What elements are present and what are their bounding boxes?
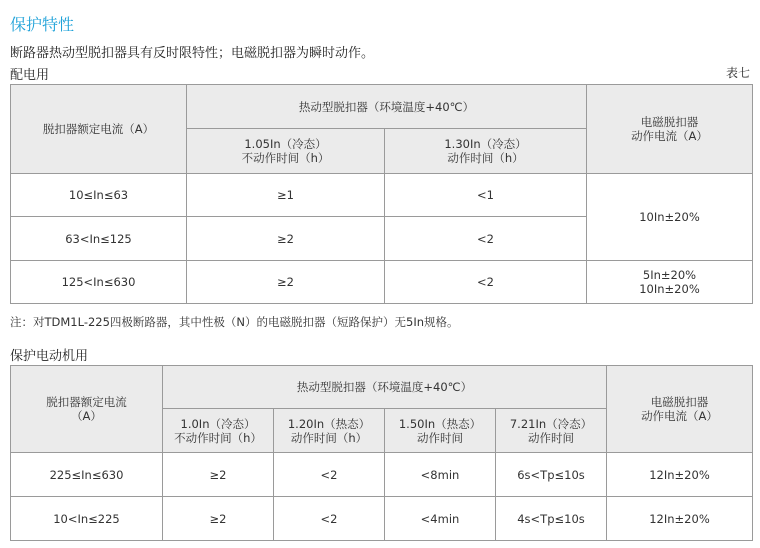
header-rated-current: 脱扣器额定电流 （A） [11,366,163,453]
cell-c1: ≥2 [163,453,274,497]
header-thermal: 热动型脱扣器（环境温度+40℃） [163,366,607,409]
page-title: 保护特性 [10,15,75,34]
footnote: 注：对TDM1L-225四极断路器，其中性极（N）的电磁脱扣器（短路保护）无5In规格。 [10,315,459,329]
intro-text: 断路器热动型脱扣器具有反时限特性；电磁脱扣器为瞬时动作。 [10,46,375,61]
cell-rated: 10≤In≤63 [11,174,187,217]
header-c1: 1.0In（冷态） 不动作时间（h） [163,409,274,453]
header-col2: 1.30In（冷态） 动作时间（h） [385,129,587,174]
table-row [11,261,753,304]
table-row [11,497,753,541]
cell-em: 12In±20% [607,453,753,497]
cell-rated: 225≤In≤630 [11,453,163,497]
header-em: 电磁脱扣器 动作电流（A） [587,85,753,174]
header-c2: 1.20In（热态） 动作时间（h） [274,409,385,453]
cell-rated: 10<In≤225 [11,497,163,541]
cell-em-merged: 10In±20% [587,174,753,261]
table-row [11,174,753,217]
cell-c2: <2 [274,453,385,497]
cell-c2: <2 [274,497,385,541]
cell-c1: ≥1 [187,174,385,217]
cell-c4: 4s<Tp≤10s [496,497,607,541]
header-em: 电磁脱扣器 动作电流（A） [607,366,753,453]
cell-rated: 125<In≤630 [11,261,187,304]
cell-c4: 6s<Tp≤10s [496,453,607,497]
cell-c3: <8min [385,453,496,497]
cell-c1: ≥2 [163,497,274,541]
cell-c1: ≥2 [187,261,385,304]
cell-rated: 63<In≤125 [11,217,187,261]
cell-c2: <1 [385,174,587,217]
cell-c3: <4min [385,497,496,541]
header-thermal: 热动型脱扣器（环境温度+40℃） [187,85,587,129]
header-c3: 1.50In（热态） 动作时间 [385,409,496,453]
cell-em: 12In±20% [607,497,753,541]
cell-em: 5In±20% 10In±20% [587,261,753,304]
cell-c2: <2 [385,261,587,304]
distribution-table [10,84,753,304]
header-rated-current: 脱扣器额定电流（A） [11,85,187,174]
header-col1: 1.05In（冷态） 不动作时间（h） [187,129,385,174]
table-row [11,453,753,497]
cell-c1: ≥2 [187,217,385,261]
section-label-distribution: 配电用 [10,68,50,83]
section-label-motor: 保护电动机用 [10,349,89,364]
table-number: 表七 [725,66,750,80]
motor-protection-table [10,365,753,541]
header-c4: 7.21In（冷态） 动作时间 [496,409,607,453]
cell-c2: <2 [385,217,587,261]
